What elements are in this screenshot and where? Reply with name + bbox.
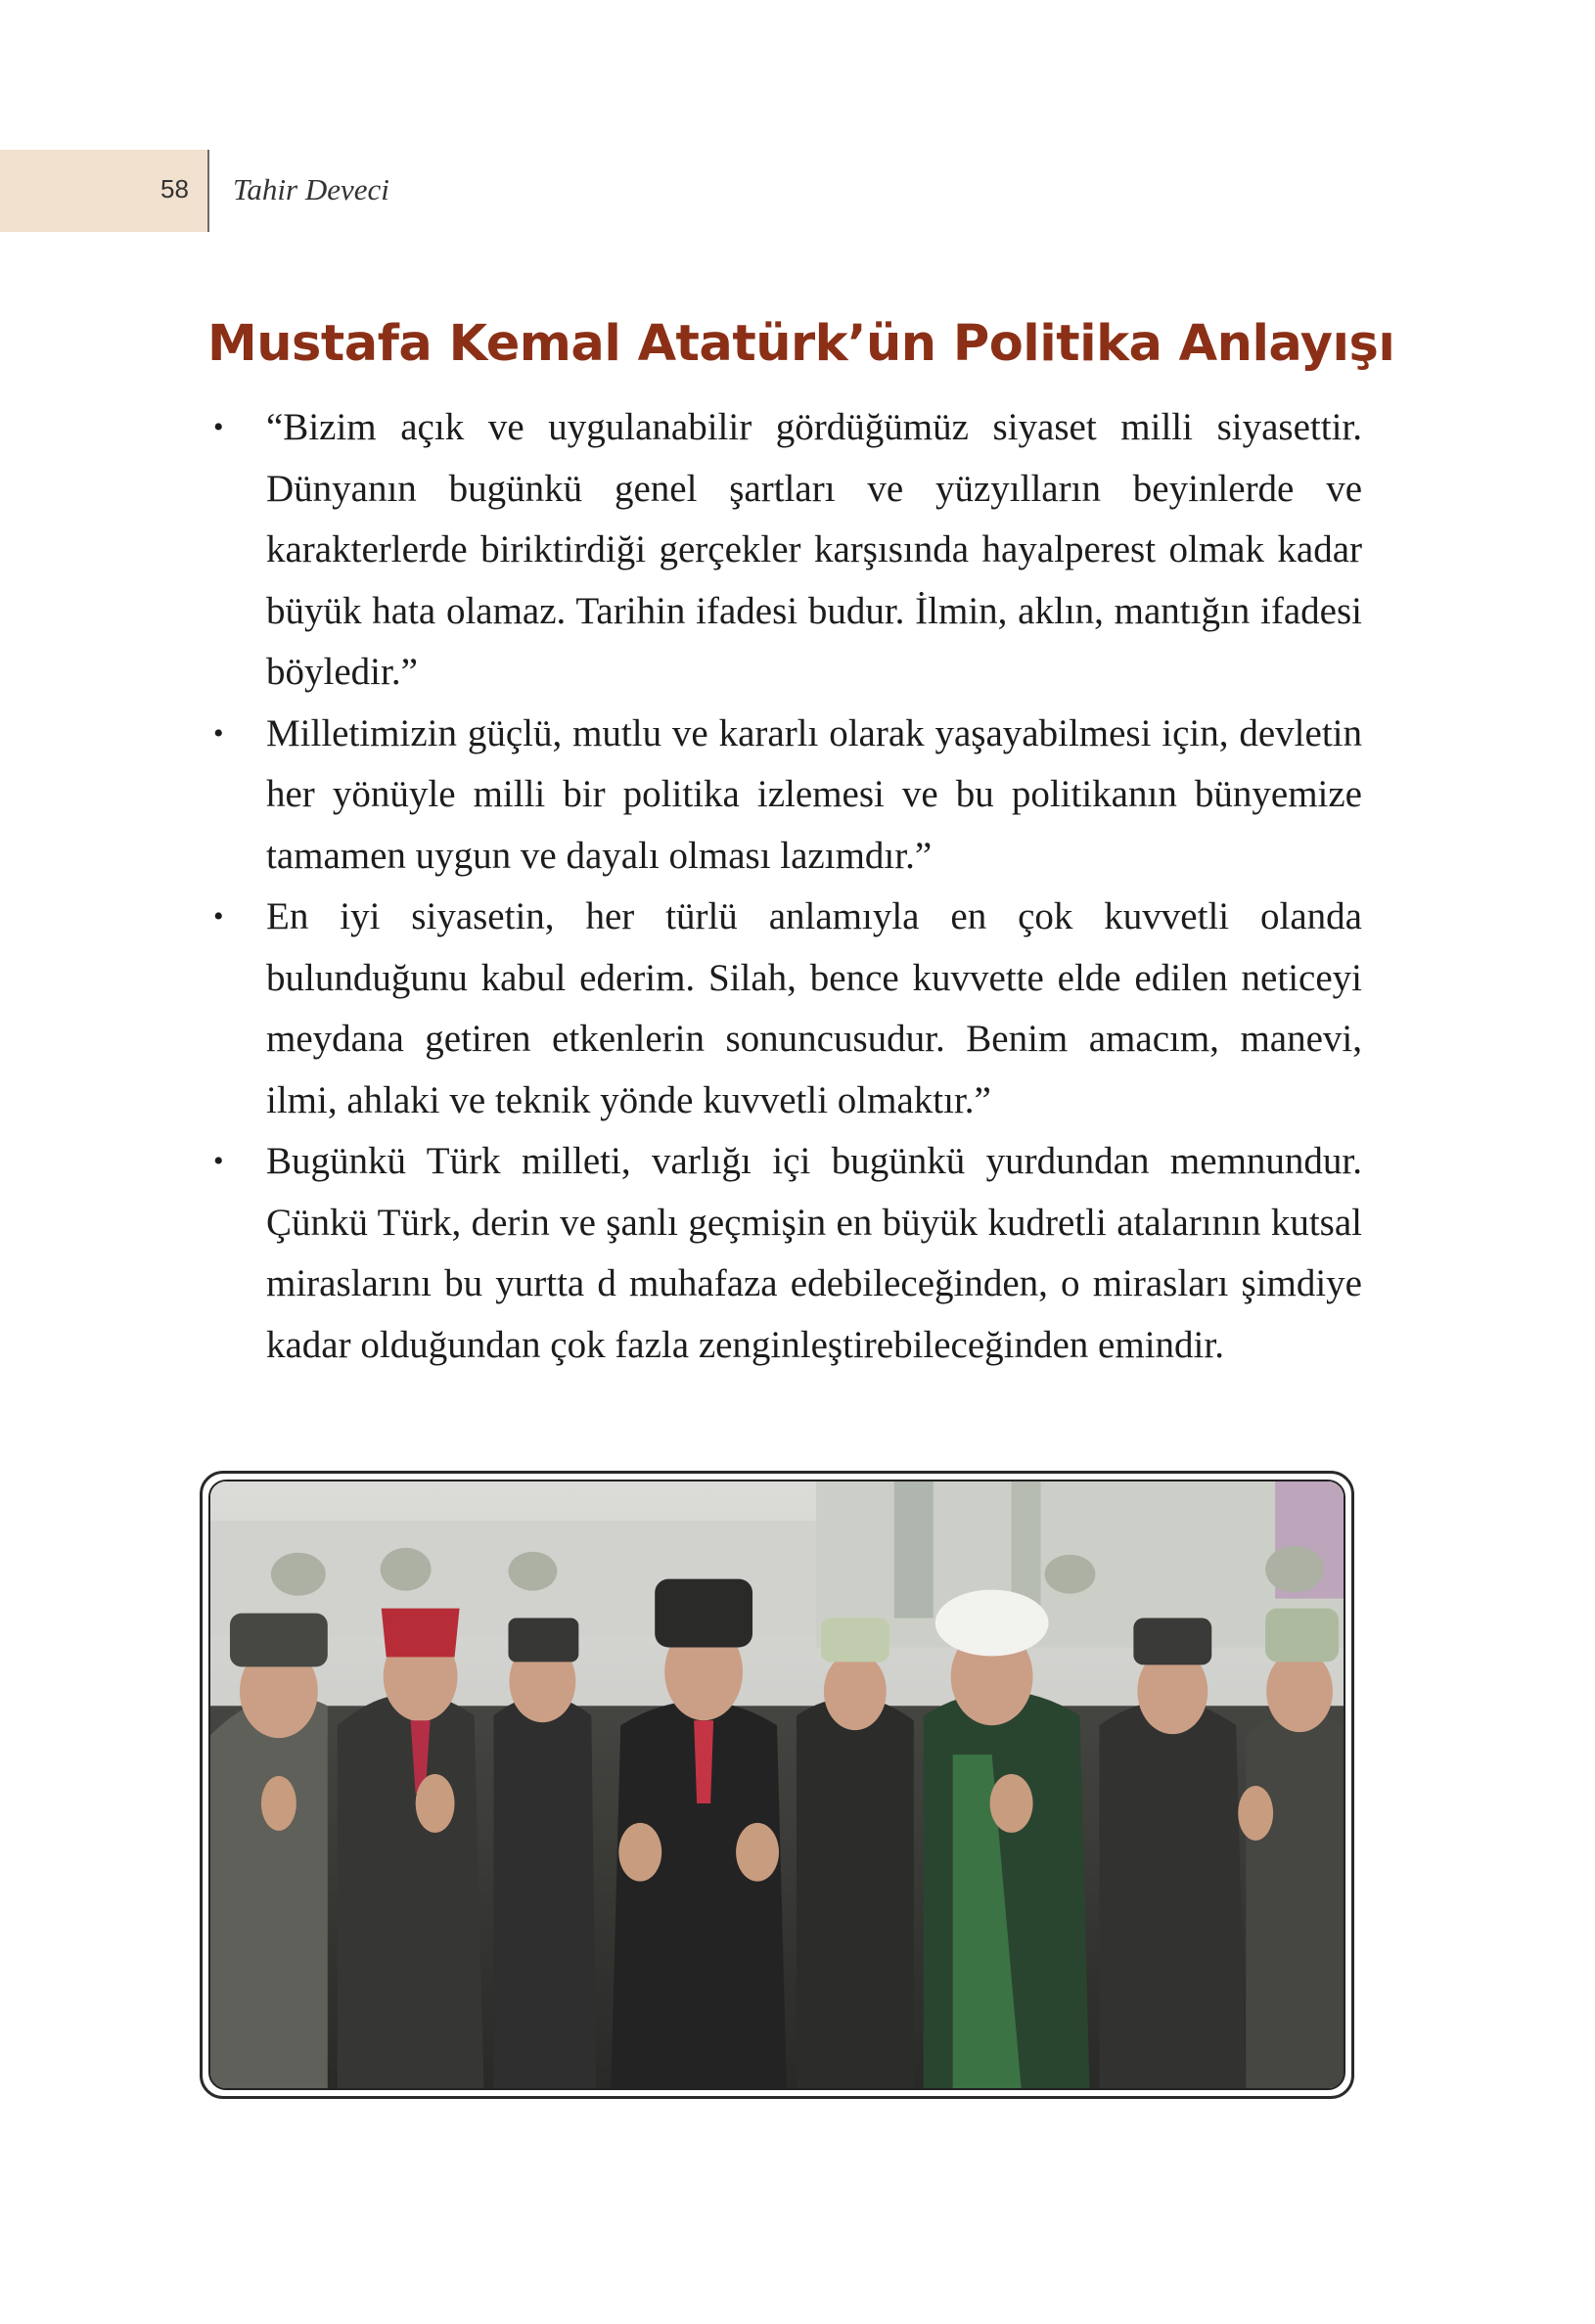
bullet-icon: • (213, 411, 224, 443)
crowd-photo-illustration (210, 1481, 1344, 2088)
historical-photo (208, 1480, 1345, 2090)
quote-text: En iyi siyasetin, her türlü anlamıyla en çok kuvvetli olanda bulunduğunu kabul ederim. Silah, bence kuvvette elde edilen neticeyi meydana getiren etkenlerin sonuncusudur. Benim amacım, manevi, ilmi, ahlaki ve teknik yönde kuvvetli olmaktır.” (266, 895, 1362, 1121)
section-title: Mustafa Kemal Atatürk’ün Politika Anlayışı (207, 315, 1395, 373)
quote-item (207, 397, 1362, 704)
quote-item (207, 887, 1362, 1131)
quote-list (207, 397, 1362, 1376)
page-number: 58 (160, 174, 189, 204)
header-divider (207, 150, 209, 232)
quote-text: “Bizim açık ve uygulanabilir gördüğümüz siyaset milli siyasettir. Dünyanın bugünkü genel şartları ve yüzyılların beyinlerde ve karakterlerde biriktirdiği gerçekler karşısında hayalperest olmak kadar büyük hata olamaz. Tarihin ifadesi budur. İlmin, aklın, mantığın ifadesi böyledir.” (266, 406, 1362, 693)
bullet-icon: • (213, 716, 224, 750)
photo-frame (200, 1471, 1354, 2099)
quote-item (207, 1131, 1362, 1376)
running-head-author: Tahir Deveci (233, 172, 389, 206)
bullet-icon: • (213, 900, 224, 933)
bullet-icon: • (213, 1145, 224, 1177)
quote-text: Bugünkü Türk milleti, varlığı içi bugünkü yurdundan memnundur. Çünkü Türk, derin ve şanlı geçmişin en büyük kudretli atalarının kutsal miraslarını bu yurtta d muhafaza edebileceğinden, o mirasları şimdiye kadar olduğundan çok fazla zenginleştirebileceğinden emindir. (266, 1140, 1362, 1366)
quote-item (207, 704, 1362, 888)
quote-text: Milletimizin güçlü, mutlu ve kararlı olarak yaşayabilmesi için, devletin her yönüyle milli bir politika izlemesi ve bu politikanın bünyemize tamamen uygun ve dayalı olması lazımdır.” (266, 711, 1362, 877)
